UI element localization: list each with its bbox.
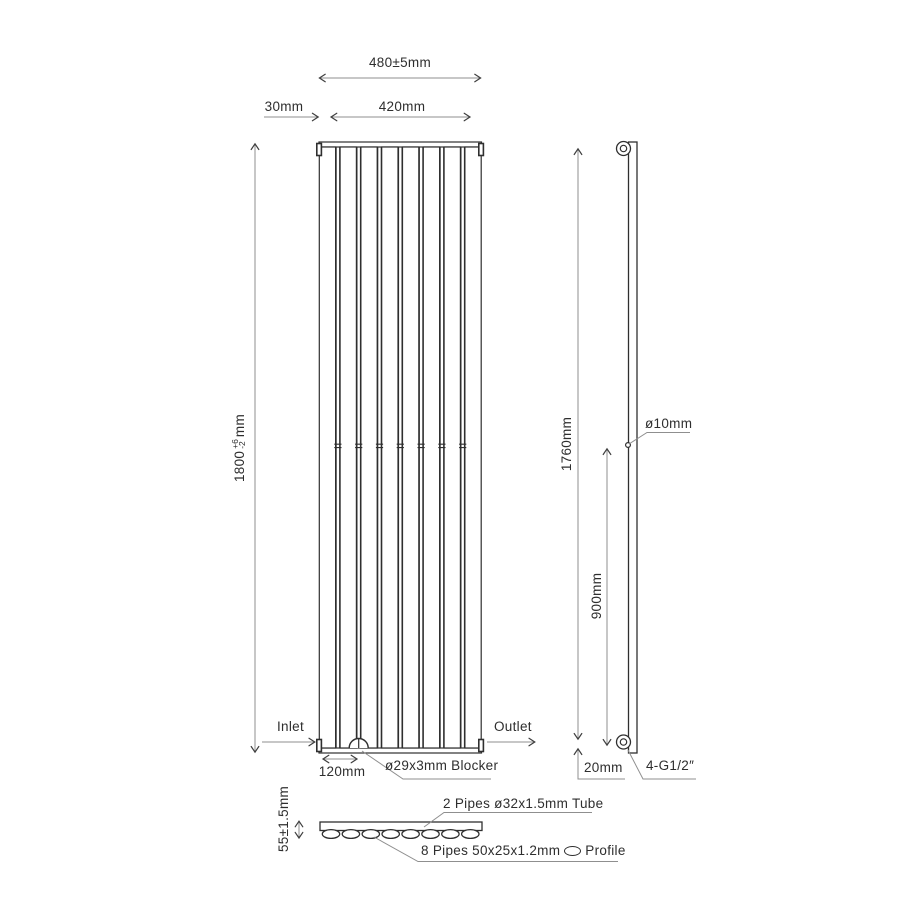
dim-label-connection-span: 1760mm [558,416,574,472]
outlet-label: Outlet [494,719,532,734]
panel [340,147,356,748]
top-rail [319,142,482,147]
dim-label-bottom-offset: 20mm [584,760,623,775]
section-view [320,822,482,838]
profile-spec-label: 8 Pipes 50x25x1.2mm Profile [421,843,626,858]
dim-label-overall-width: 480±5mm [368,55,432,70]
blocker-spec-label: ø29x3mm Blocker [385,758,499,773]
bottom-connection-outer [617,735,631,749]
panel [382,147,398,748]
oval-profile-icon [564,846,581,856]
thread-spec-label: 4-G1/2″ [646,758,695,773]
dim-label-inlet-span: 120mm [318,764,366,779]
dim-label-depth: 55±1.5mm [275,785,291,853]
side-view [617,142,638,754]
tube-spec-label: 2 Pipes ø32x1.5mm Tube [443,796,604,811]
front-view [317,142,484,753]
panel [403,147,419,748]
dim-label-side-margin: 30mm [264,99,304,114]
side-profile [629,142,638,753]
inlet-label: Inlet [277,719,305,734]
panel [444,147,460,748]
panel [361,147,377,748]
leader-tube [424,813,592,828]
height-tolerance: +6 -2 [229,439,247,449]
dim-label-panel-width: 420mm [378,99,426,114]
hole-diameter-label: ø10mm [645,416,693,431]
top-connection-outer [617,142,631,156]
section-tube [320,822,482,831]
height-unit: mm [231,413,247,438]
bottom-rail [319,748,482,753]
panel [423,147,439,748]
dim-label-height [230,398,248,498]
panel [465,147,481,748]
panel [319,147,335,748]
height-value: 1800 [231,450,247,483]
leader-hole-10mm [629,433,690,445]
dim-label-hole-height: 900mm [588,572,604,620]
